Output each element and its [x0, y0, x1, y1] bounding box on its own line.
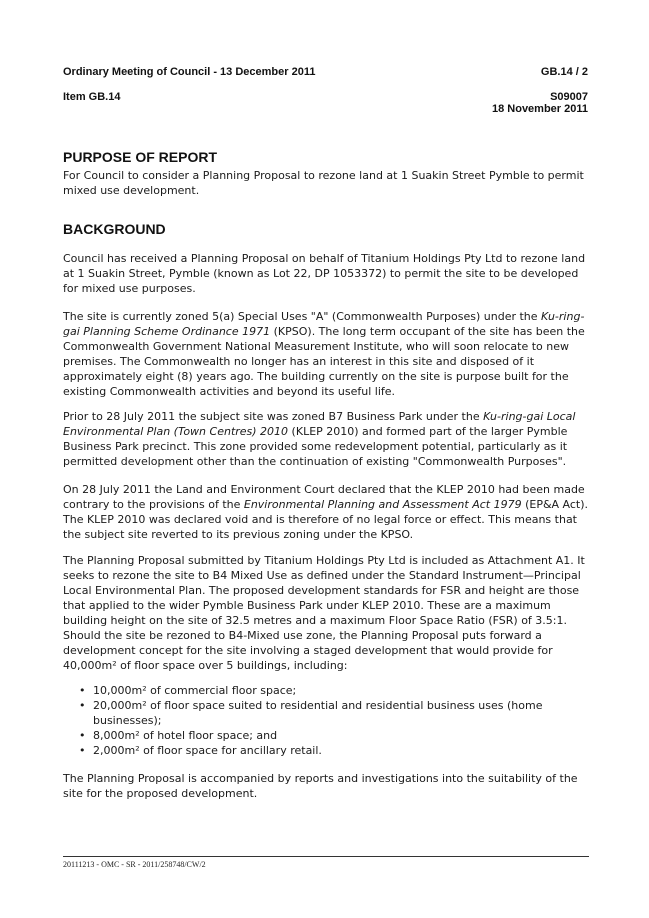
background-paragraph-6: The Planning Proposal is accompanied by reports and investigations into the suitability of the site for the proposed development. — [63, 772, 578, 800]
item-number: Item GB.14 — [63, 91, 121, 103]
background-heading: BACKGROUND — [63, 221, 166, 237]
purpose-text: For Council to consider a Planning Proposal to rezone land at 1 Suakin Street Pymble to permit mixed use development. — [63, 169, 584, 197]
background-paragraph-2: The site is currently zoned 5(a) Special Uses "A" (Commonwealth Purposes) under the Ku-ring-gai Planning Scheme Ordinance 1971 (KPSO). The long term occupant of the site has been the Commonwealth Government National Measurement Institute, who will soon relocate to new premises. The Commonwealth no longer has an interest in this site and disposed of it approximately eight (8) years ago. The building currently on the site is purpose built for the existing Commonwealth activities and beyond its useful life. — [63, 310, 585, 398]
purpose-heading: PURPOSE OF REPORT — [63, 149, 218, 165]
background-paragraph-3: Prior to 28 July 2011 the subject site was zoned B7 Business Park under the Ku-ring-gai Local Environmental Plan (Town Centres) 2010 (KLEP 2010) and formed part of the larger Pymble Business Park precinct. This zone provided some redevelopment potential, particularly as it permitted development other than the continuation of existing "Commonwealth Purposes". — [63, 410, 576, 468]
background-paragraph-5: The Planning Proposal submitted by Titanium Holdings Pty Ltd is included as Attachment A1. It seeks to rezone the site to B4 Mixed Use as defined under the Standard Instrument—Principal Local Environmental Plan. The proposed development standards for FSR and height are those that applied to the wider Pymble Business Park under KLEP 2010. These are a maximum building height on the site of 32.5 metres and a maximum Floor Space Ratio (FSR) of 3.5:1. Should the site be rezoned to B4-Mixed use zone, the Planning Proposal puts forward a development concept for the site involving a staged development that would provide for 40,000m² of floor space over 5 buildings, including: — [63, 554, 585, 672]
background-paragraph-1: Council has received a Planning Proposal on behalf of Titanium Holdings Pty Ltd to rezone land at 1 Suakin Street, Pymble (known as Lot 22, DP 1053372) to permit the site to be developed for mixed use purposes. — [63, 252, 586, 295]
report-date: 18 November 2011 — [491, 103, 588, 115]
list-item: • 10,000m² of commercial floor space; — [79, 684, 297, 697]
meeting-title: Ordinary Meeting of Council - 13 December 2011 — [63, 66, 316, 78]
background-paragraph-4: On 28 July 2011 the Land and Environment Court declared that the KLEP 2010 had been made contrary to the provisions of the Environmental Planning and Assessment Act 1979 (EP&A Act). The KLEP 2010 was declared void and is therefore of no legal force or effect. This means that the subject site reverted to its previous zoning under the KPSO. — [63, 483, 589, 541]
list-item: • 20,000m² of floor space suited to residential and residential business uses (home businesses); — [79, 699, 543, 727]
attachment-reference: Attachment A1. — [487, 554, 574, 567]
page-reference: GB.14 / 2 — [540, 66, 588, 78]
list-item: • 8,000m² of hotel floor space; and — [79, 729, 278, 742]
file-number: S09007 — [550, 91, 588, 103]
footer-divider — [63, 856, 589, 857]
list-item: • 2,000m² of floor space for ancillary retail. — [79, 744, 322, 757]
document-reference-footer: 20111213 - OMC - SR - 2011/258748/CW/2 — [63, 860, 206, 869]
development-components-list — [63, 683, 591, 758]
